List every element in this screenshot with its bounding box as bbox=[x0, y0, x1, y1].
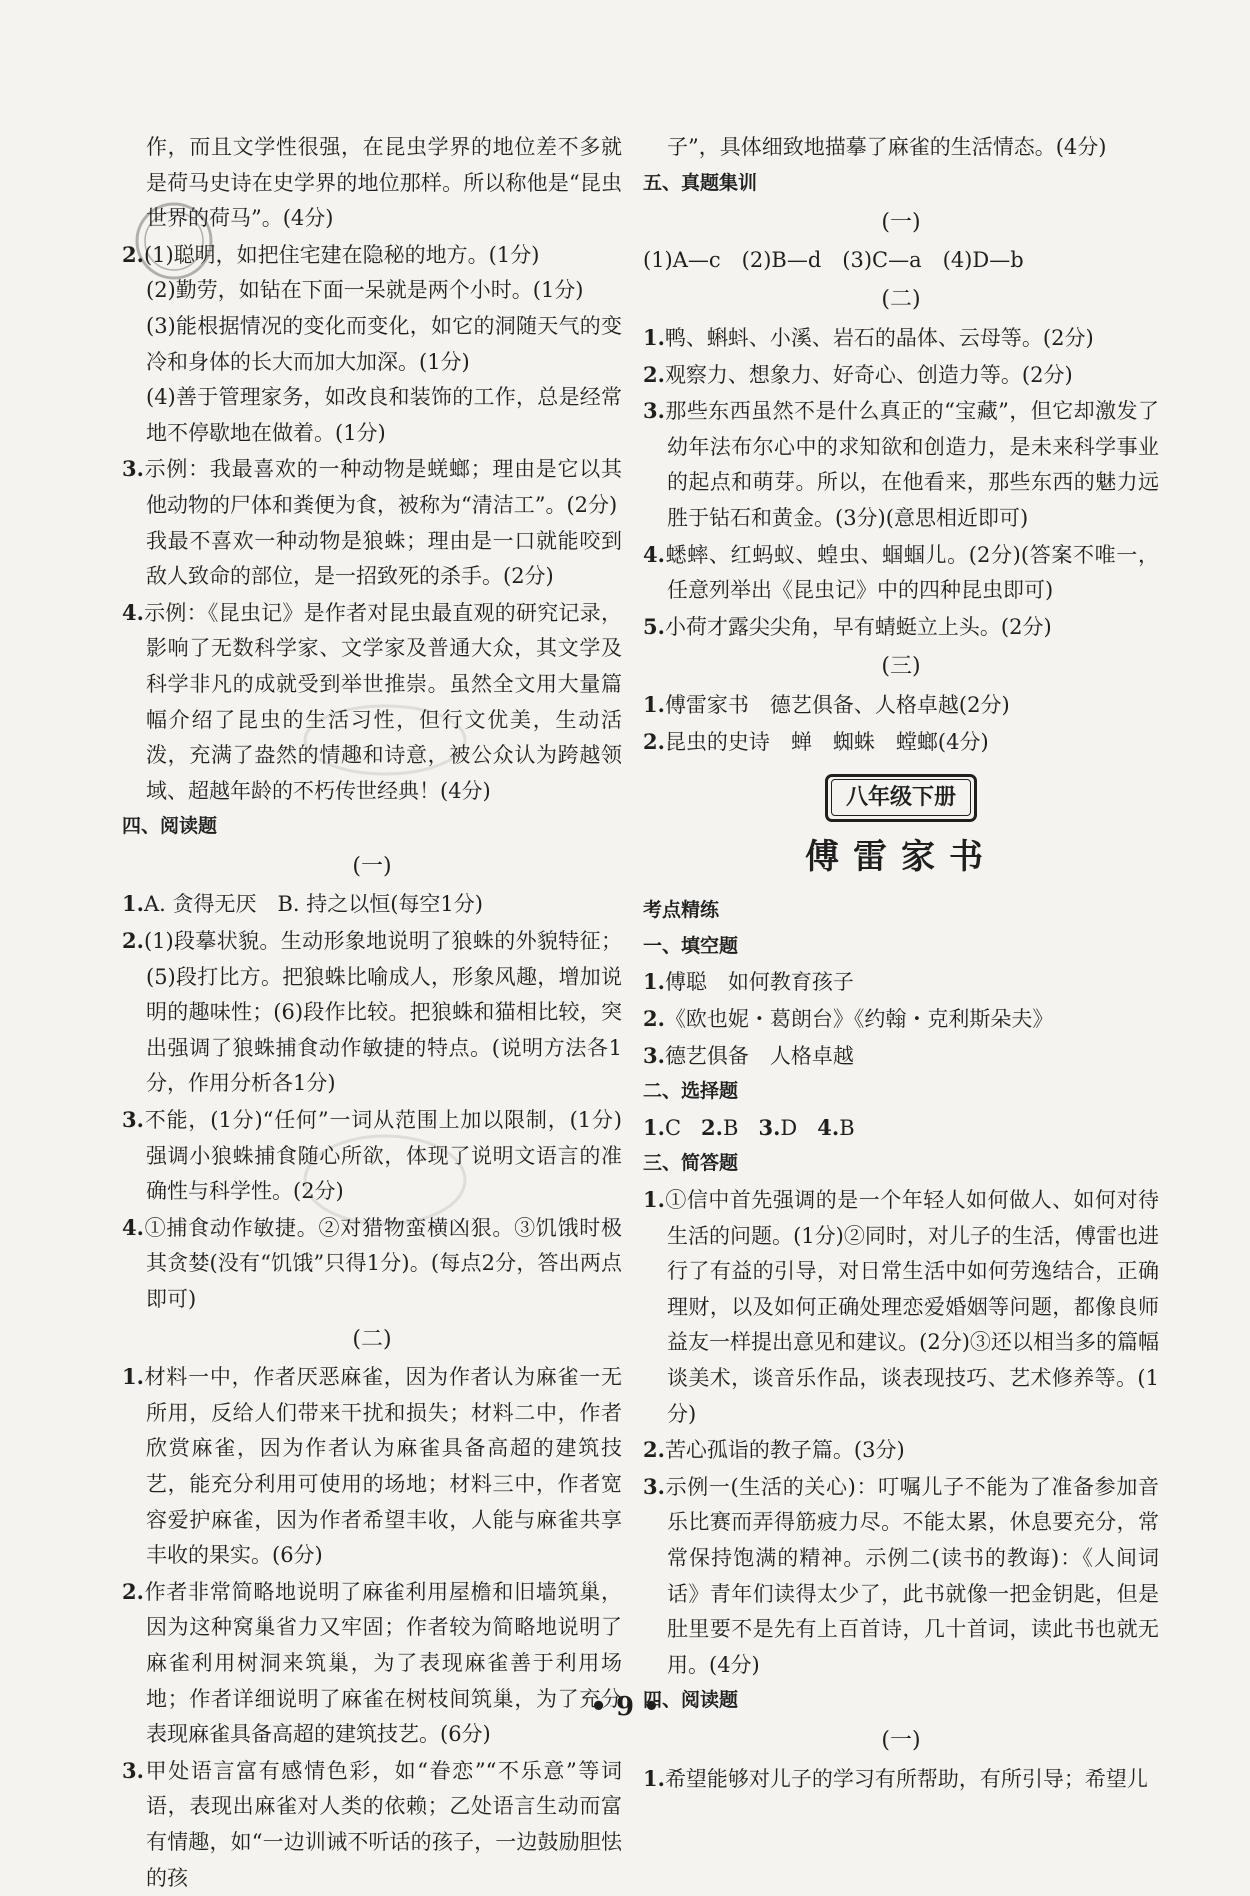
answer-item: 1.傅聪 如何教育孩子 bbox=[643, 969, 854, 995]
answer-item: 1.希望能够对儿子的学习有所帮助，有所引导；希望儿 bbox=[643, 1765, 1148, 1791]
answer-item: 3.示例一(生活的关心)：叮嘱儿子不能为了准备参加音乐比赛而弄得筋疲力尽。不能太累，休息要充分，常常保持饱满的精神。示例二(读书的教诲)：《人间词话》青年们读得太少了，此书就像一把金钥匙，但是肚里要不是先有上百首诗，几十首词，读此书也就无用。(4分) bbox=[643, 1473, 1159, 1677]
answer-item: (1)A—c (2)B—d (3)C—a (4)D—b bbox=[643, 247, 1024, 272]
answer-item: 4.示例：《昆虫记》是作者对昆虫最直观的研究记录，影响了无数科学家、文学家及普通大众，其文学及科学非凡的成就受到举世推崇。虽然全文用大量篇幅介绍了昆虫的生活习性，但行文优美，生动活泼，充满了盎然的情趣和诗意，被公众认为跨越领域、超越年龄的不朽传世经典！(4分) bbox=[122, 599, 622, 803]
subsection-heading: (三) bbox=[881, 654, 921, 680]
section-heading: 二、选择题 bbox=[643, 1080, 739, 1103]
section-heading: 三、简答题 bbox=[643, 1152, 739, 1175]
answer-item: 2.《欧也妮・葛朗台》《约翰・克利斯朵夫》 bbox=[643, 1006, 1054, 1032]
answer-item: 2.作者非常简略地说明了麻雀利用屋檐和旧墙筑巢，因为这种窝巢省力又牢固；作者较为简略地说明了麻雀利用树洞来筑巢，为了表现麻雀善于利用场地；作者详细说明了麻雀在树枝间筑巢，为了充分表现麻雀具备高超的建筑技艺。(6分) bbox=[122, 1578, 622, 1747]
choice-answers: 1.C 2.B 3.D 4.B bbox=[643, 1114, 855, 1140]
answer-item: 1.傅雷家书 德艺俱备、人格卓越(2分) bbox=[643, 691, 1010, 717]
answer-item: 2.苦心孤诣的教子篇。(3分) bbox=[643, 1437, 905, 1463]
answer-item: 3.甲处语言富有感情色彩，如“眷恋”“不乐意”等词语，表现出麻雀对人类的依赖；乙处语言生动而富有情趣，如“一边训诫不听话的孩子，一边鼓励胆怯的孩 bbox=[122, 1757, 622, 1890]
grade-banner-label: 八年级下册 bbox=[831, 779, 971, 816]
answer-item: 1.A. 贪得无厌 B. 持之以恒(每空1分) bbox=[122, 891, 483, 917]
answer-item: 1.鸭、蝌蚪、小溪、岩石的晶体、云母等。(2分) bbox=[643, 324, 1094, 350]
answer-item: 2.昆虫的史诗 蝉 蜘蛛 螳螂(4分) bbox=[643, 728, 989, 754]
answer-subitem: (2)勤劳，如钻在下面一呆就是两个小时。(1分) bbox=[146, 278, 584, 303]
book-title: 傅雷家书 bbox=[805, 836, 997, 877]
subsection-heading: (一) bbox=[352, 853, 392, 879]
section-heading: 五、真题集训 bbox=[643, 171, 758, 194]
section-heading: 一、填空题 bbox=[643, 934, 739, 957]
answer-item: 4.①捕食动作敏捷。②对猎物蛮横凶狠。③饥饿时极其贪婪(没有“饥饿”只得1分)。(每点2分，答出两点即可) bbox=[122, 1214, 622, 1311]
answer-item: 2.观察力、想象力、好奇心、创造力等。(2分) bbox=[643, 361, 1073, 387]
grade-banner bbox=[643, 774, 1159, 822]
paragraph: 子”，具体细致地描摹了麻雀的生活情态。(4分) bbox=[667, 135, 1107, 159]
answer-item: 4.蟋蟀、红蚂蚁、蝗虫、蝈蝈儿。(2分)(答案不唯一，任意列举出《昆虫记》中的四种昆虫即可) bbox=[643, 541, 1159, 603]
answer-item: 3.那些东西虽然不是什么真正的“宝藏”，但它却激发了幼年法布尔心中的求知欲和创造力，是未来科学事业的起点和萌芽。所以，在他看来，那些东西的魅力远胜于钻石和黄金。(3分)(意思相近即可) bbox=[643, 398, 1159, 530]
answer-item: 1.①信中首先强调的是一个年轻人如何做人、如何对待生活的问题。(1分)②同时，对儿子的生活，傅雷也进行了有益的引导，对日常生活中如何劳逸结合，正确理财，以及如何正确处理恋爱婚姻等问题，都像良师益友一样提出意见和建议。(2分)③还以相当多的篇幅谈美术，谈音乐作品，谈表现技巧、艺术修养等。(1分) bbox=[643, 1187, 1159, 1426]
answer-item: 3.德艺俱备 人格卓越 bbox=[643, 1042, 854, 1068]
paragraph: 作，而且文学性很强，在昆虫学界的地位差不多就是荷马史诗在史学界的地位那样。所以称他是“昆虫世界的荷马”。(4分) bbox=[146, 135, 622, 231]
answer-item: 3.不能，(1分)“任何”一词从范围上加以限制，(1分)强调小狼蛛捕食随心所欲，体现了说明文语言的准确性与科学性。(2分) bbox=[122, 1107, 622, 1204]
subsection-heading: (一) bbox=[881, 210, 921, 236]
answer-item: 1.材料一中，作者厌恶麻雀，因为作者认为麻雀一无所用，反给人们带来干扰和损失；材料二中，作者欣赏麻雀，因为作者认为麻雀具备高超的建筑技艺，能充分利用可使用的场地；材料三中，作者宽容爱护麻雀，因为作者希望丰收，人能与麻雀共享丰收的果实。(6分) bbox=[122, 1364, 622, 1568]
answer-item: 2.(1)段摹状貌。生动形象地说明了狼蛛的外貌特征；(5)段打比方。把狼蛛比喻成人，形象风趣，增加说明的趣味性；(6)段作比较。把狼蛛和猫相比较，突出强调了狼蛛捕食动作敏捷的特点。(说明方法各1分，作用分析各1分) bbox=[122, 928, 622, 1096]
section-label: 考点精练 bbox=[643, 899, 720, 922]
left-column bbox=[122, 130, 622, 1896]
section-heading: 四、阅读题 bbox=[122, 815, 218, 838]
right-column bbox=[643, 130, 1159, 1797]
answer-subitem: (4)善于管理家务，如改良和装饰的工作，总是经常地不停歇地在做着。(1分) bbox=[146, 385, 622, 445]
answer-subitem: 我最不喜欢一种动物是狼蛛；理由是一口就能咬到敌人致命的部位，是一招致死的杀手。(2分) bbox=[146, 528, 622, 589]
answer-subitem: (3)能根据情况的变化而变化，如它的洞随天气的变冷和身体的长大而加大加深。(1分) bbox=[146, 313, 622, 374]
answer-item: 2.(1)聪明，如把住宅建在隐秘的地方。(1分) bbox=[122, 241, 540, 267]
page-number: • 9 • bbox=[590, 1692, 660, 1722]
section-heading: 四、阅读题 bbox=[643, 1689, 739, 1712]
subsection-heading: (二) bbox=[881, 287, 921, 313]
answer-item: 5.小荷才露尖尖角，早有蜻蜓立上头。(2分) bbox=[643, 613, 1052, 639]
subsection-heading: (二) bbox=[352, 1326, 392, 1352]
subsection-heading: (一) bbox=[881, 1727, 921, 1753]
answer-item: 3.示例：我最喜欢的一种动物是蜣螂；理由是它以其他动物的尸体和粪便为食，被称为“清洁工”。(2分) bbox=[122, 456, 622, 517]
